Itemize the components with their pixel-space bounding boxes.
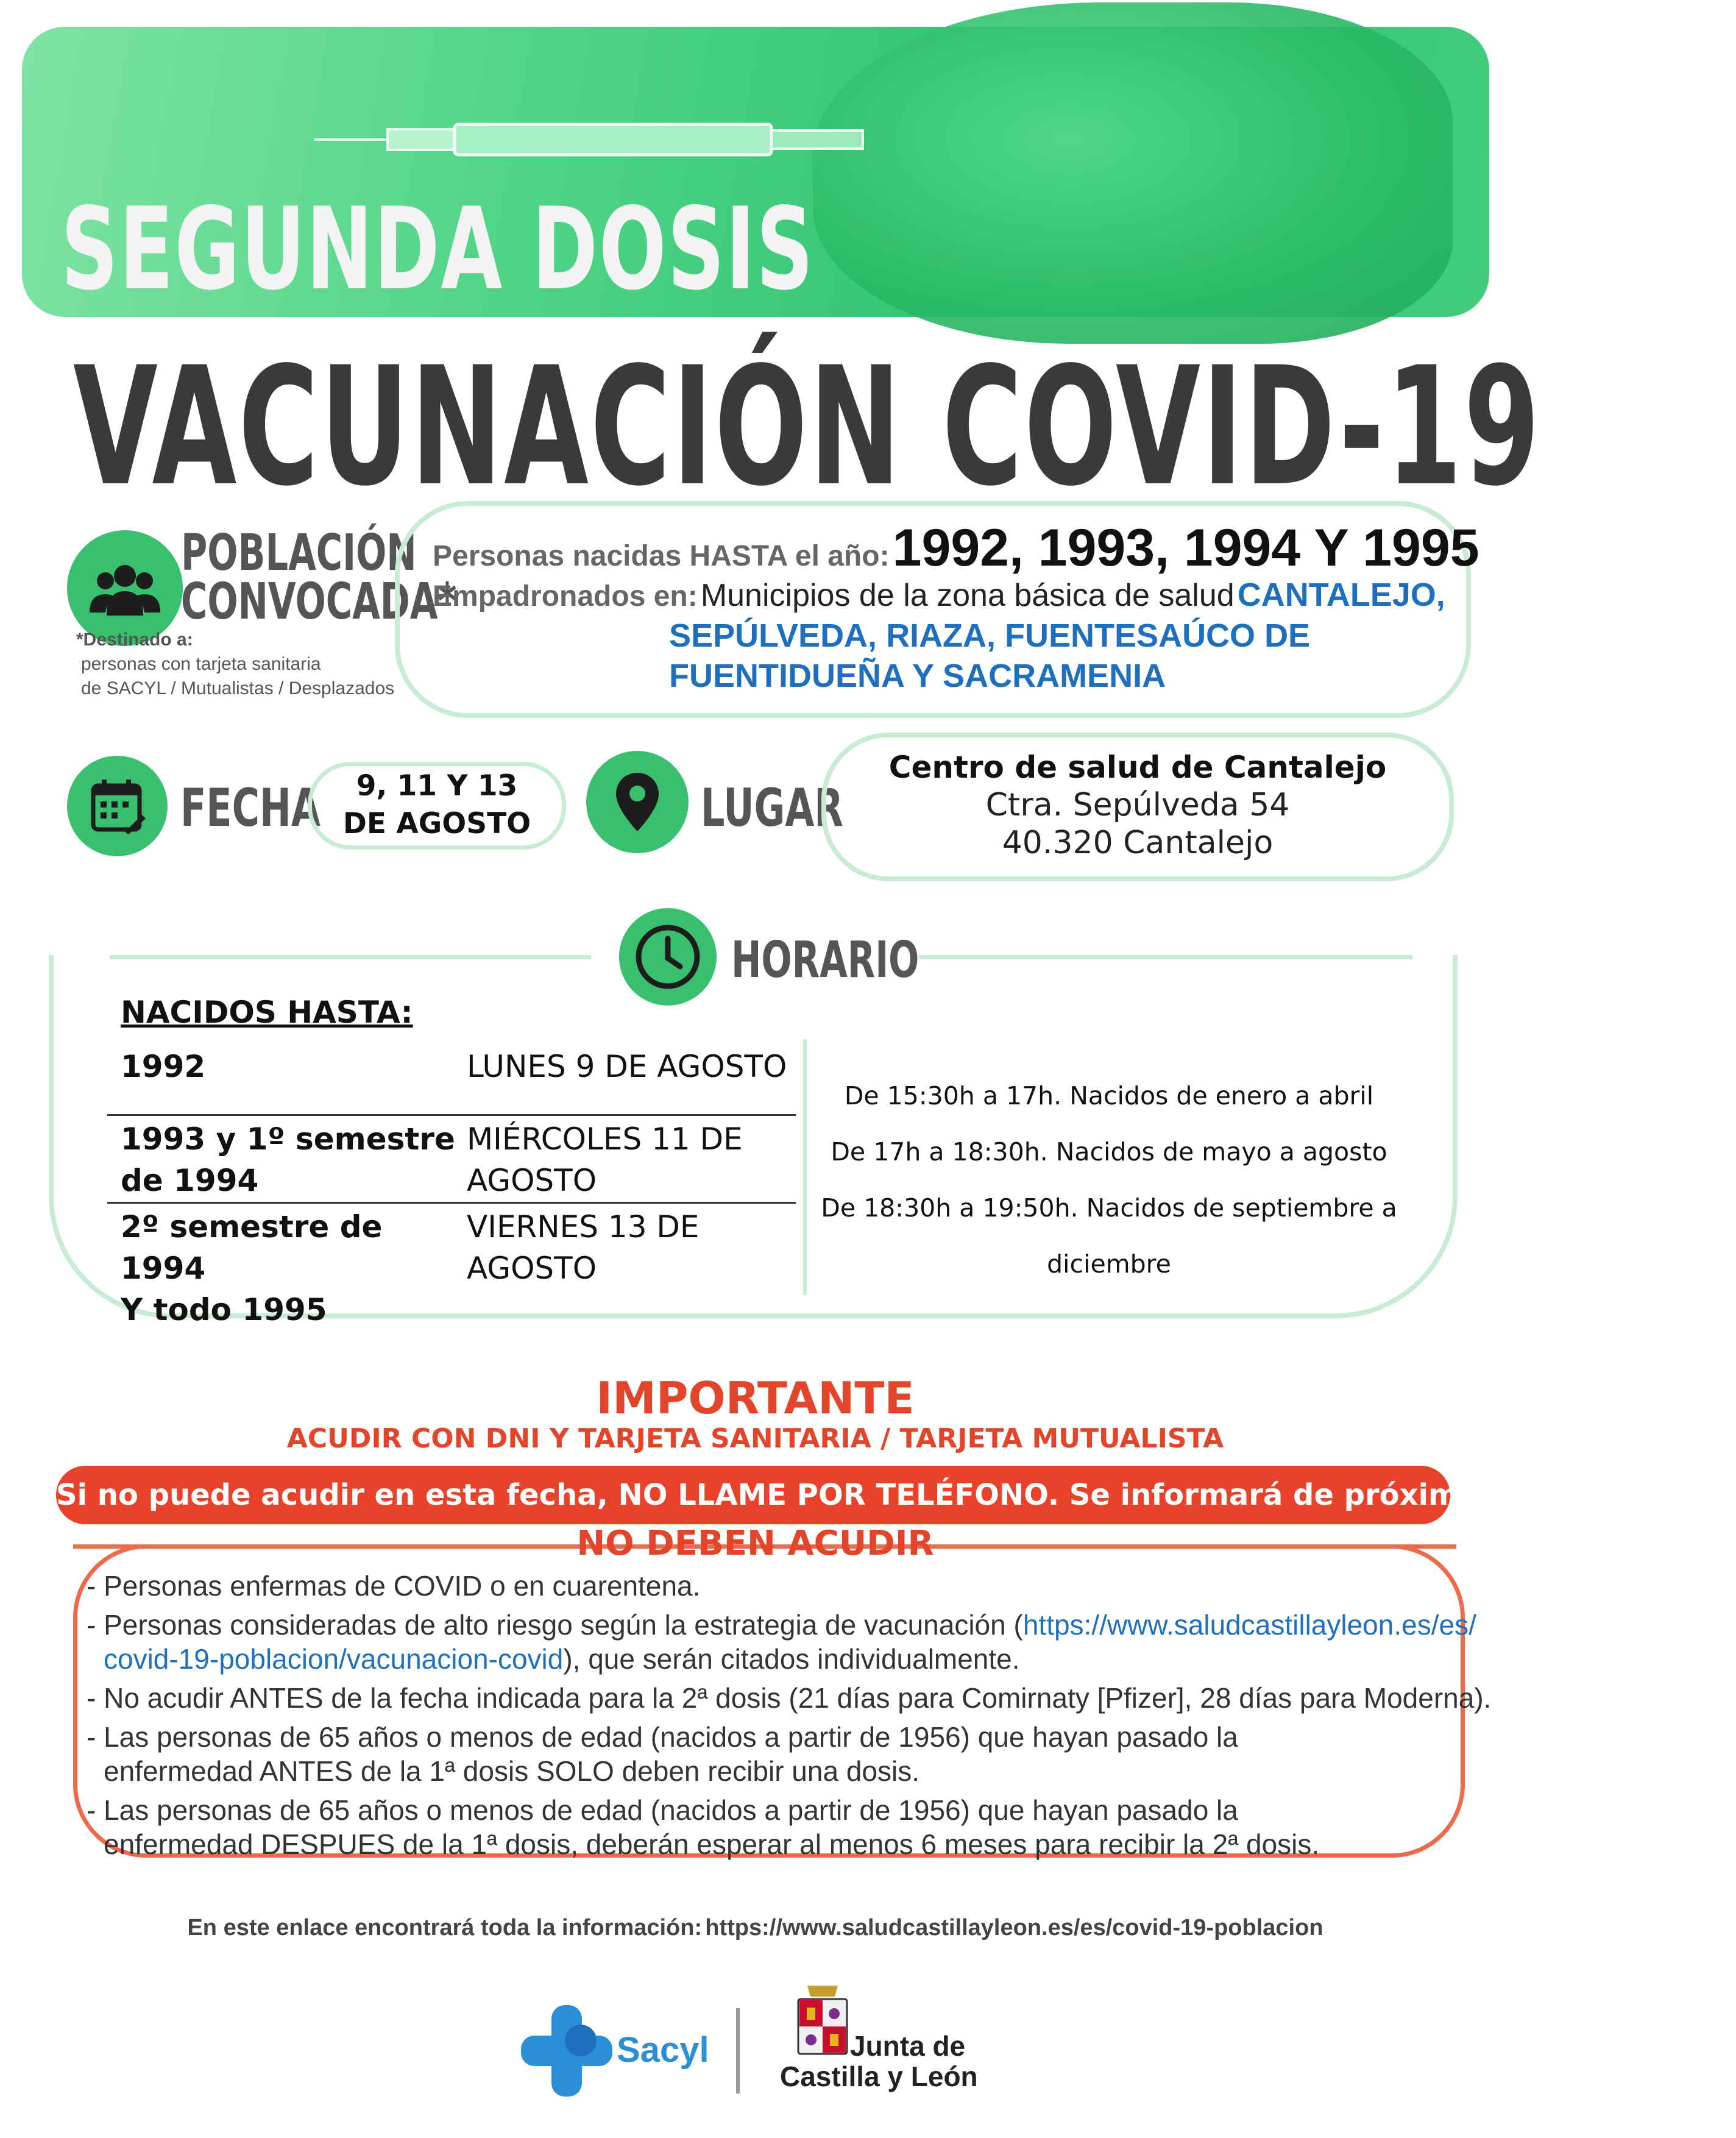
day-text: LUNES 9 DE AGOSTO (467, 1049, 787, 1084)
zona-line3: FUENTIDUEÑA Y SACRAMENIA (669, 658, 1166, 694)
lugar-label: LUGAR (701, 778, 843, 839)
born-text: Y todo 1995 (121, 1292, 327, 1327)
day-cell (467, 1204, 700, 1290)
lugar-address2: 40.320 Cantalejo (1002, 825, 1274, 861)
junta-line2: Castilla y León (780, 2061, 978, 2092)
day-text: AGOSTO (467, 1163, 597, 1198)
calendar-icon (67, 756, 168, 856)
destinado-note (76, 628, 394, 701)
table-row (107, 1047, 796, 1114)
location-pin-icon (586, 751, 689, 853)
page-title: VACUNACIÓN COVID-19 (73, 332, 1542, 522)
zona-list (669, 616, 1310, 696)
list-item-cont: enfermedad ANTES de la 1ª dosis SOLO deben recibir una dosis. (104, 1755, 919, 1787)
list-item-text: ), que serán citados individualmente. (563, 1643, 1020, 1675)
born-text: 1993 y 1º semestre (121, 1121, 455, 1157)
list-item: - Personas enfermas de COVID o en cuarentena. (87, 1570, 701, 1602)
note-line1: personas con tarjeta sanitaria (81, 654, 321, 674)
horario-line-left (110, 955, 591, 959)
table-row (107, 1204, 796, 1327)
glove-image (813, 2, 1453, 344)
info-link[interactable]: https://www.saludcastillayleon.es/es/covid-19-poblacion (705, 1915, 1323, 1941)
note-title: *Destinado a: (76, 630, 193, 650)
list-item-cont (87, 1642, 1491, 1676)
horario-label: HORARIO (731, 931, 919, 989)
vacunacion-link-cont[interactable]: covid-19-poblacion/vacunacion-covid (104, 1643, 564, 1675)
empadronados-line (433, 576, 1445, 614)
lugar-box (821, 733, 1454, 881)
municipios-text: Municipios de la zona básica de salud (700, 578, 1235, 613)
schedule-line: De 18:30h a 19:50h. Nacidos de septiembre a (821, 1193, 1397, 1223)
nacidas-label: Personas nacidas HASTA el año: (433, 540, 890, 572)
day-cell (467, 1116, 743, 1202)
zona-line1: CANTALEJO, (1237, 577, 1445, 613)
importante-subtitle: ACUDIR CON DNI Y TARJETA SANITARIA / TARJETA MUTUALISTA (286, 1423, 1224, 1454)
empadronados-label: Empadronados en: (433, 580, 698, 613)
note-line2: de SACYL / Mutualistas / Desplazados (81, 678, 395, 698)
no-deben-list (87, 1569, 1491, 1861)
list-item: - No acudir ANTES de la fecha indicada para la 2ª dosis (21 días para Comirnaty [Pfizer], 28 días para Moderna). (87, 1682, 1492, 1714)
poblacion-label-line1: POBLACIÓN (181, 524, 417, 582)
day-text: MIÉRCOLES 11 DE (467, 1121, 743, 1157)
table-row (107, 1116, 796, 1202)
list-item: - Las personas de 65 años o menos de edad (nacidos a partir de 1956) que hayan pasado la (87, 1794, 1238, 1826)
nacidas-line (433, 518, 1479, 578)
list-item: - Las personas de 65 años o menos de edad (nacidos a partir de 1956) que hayan pasado la (87, 1721, 1238, 1753)
junta-line1: Junta de (850, 2030, 966, 2062)
born-cell (107, 1116, 467, 1202)
years-value: 1992, 1993, 1994 Y 1995 (892, 519, 1479, 577)
vacunacion-link[interactable]: https://www.saludcastillayleon.es/es/ (1022, 1609, 1476, 1641)
schedule-line: De 15:30h a 17h. Nacidos de enero a abril (844, 1081, 1374, 1110)
lugar-name: Centro de salud de Cantalejo (888, 750, 1387, 785)
subtitle-segunda-dosis: SEGUNDA DOSIS (61, 183, 815, 315)
no-llame-banner: Si no puede acudir en esta fecha, NO LLAME POR TELÉFONO. Se informará de próximas convocatorias (56, 1466, 1450, 1524)
fecha-box (308, 762, 566, 850)
castilla-leon-shield-icon (792, 1981, 853, 2066)
day-text: AGOSTO (467, 1251, 597, 1286)
born-text: 2º semestre de 1994 (121, 1209, 383, 1286)
list-item (87, 1608, 1491, 1642)
clock-icon (619, 908, 717, 1006)
table-header: NACIDOS HASTA: (121, 995, 413, 1030)
list-item-cont: enfermedad DESPUES de la 1ª dosis, deberán esperar al menos 6 meses para recibir la 2ª dosis. (104, 1828, 1320, 1860)
sacyl-cross-icon (521, 2005, 612, 2097)
schedule-table (107, 1047, 796, 1327)
horario-line-right (919, 955, 1412, 959)
zona-line2: SEPÚLVEDA, RIAZA, FUENTESAÚCO DE (669, 617, 1311, 654)
lugar-address1: Ctra. Sepúlveda 54 (985, 787, 1290, 823)
born-text: de 1994 (121, 1163, 259, 1198)
schedule-line: De 17h a 18:30h. Nacidos de mayo a agosto (831, 1137, 1387, 1167)
day-cell (467, 1047, 787, 1114)
info-line (0, 1915, 1511, 1941)
schedule-line: diciembre (1047, 1249, 1171, 1279)
poblacion-label-line2: CONVOCADA* (181, 573, 457, 631)
sacyl-logo-text: Sacyl (617, 2030, 709, 2070)
list-item-text: - Personas consideradas de alto riesgo según la estrategia de vacunación ( (87, 1609, 1023, 1641)
logo-divider (736, 2008, 740, 2094)
born-text: 1992 (121, 1049, 206, 1084)
fecha-label: FECHA (180, 778, 321, 839)
born-cell (107, 1204, 467, 1327)
fecha-line2: DE AGOSTO (342, 807, 531, 840)
syringe-icon (314, 118, 863, 161)
schedule-times (804, 1068, 1414, 1292)
born-cell (107, 1047, 467, 1114)
day-text: VIERNES 13 DE (467, 1209, 700, 1245)
importante-title: IMPORTANTE (596, 1373, 915, 1424)
info-text: En este enlace encontrará toda la información: (187, 1915, 703, 1941)
fecha-line1: 9, 11 Y 13 (356, 769, 518, 803)
no-deben-title: NO DEBEN ACUDIR (576, 1524, 934, 1563)
